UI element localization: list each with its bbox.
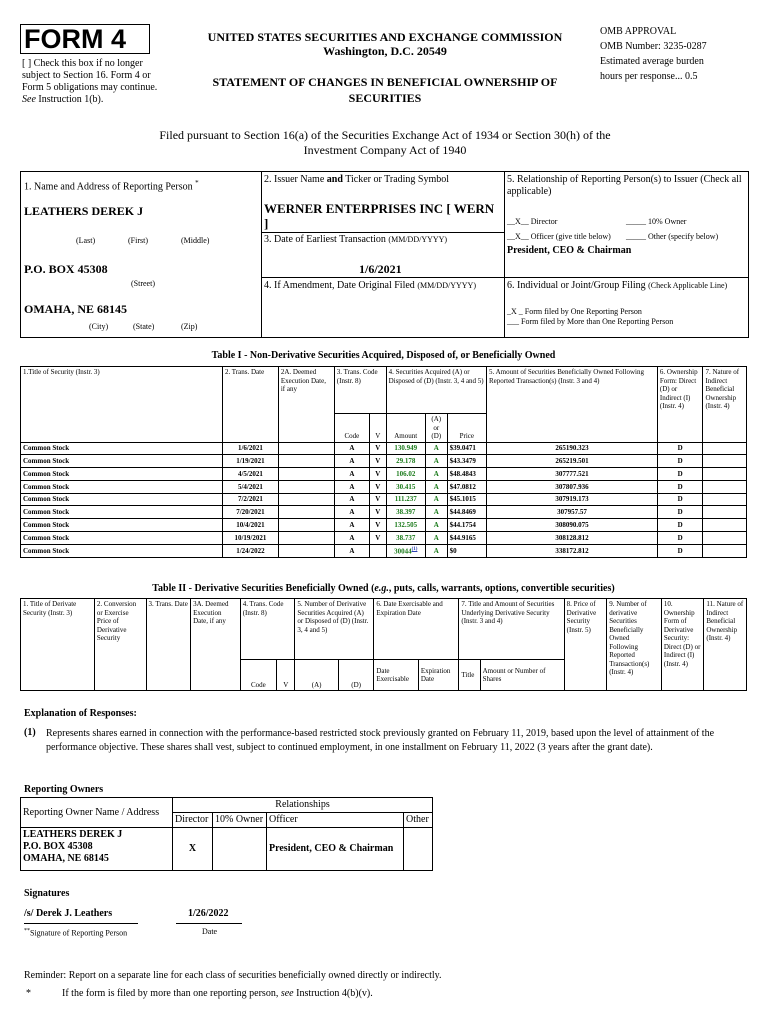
cell-form: D [657,493,703,506]
t2-h-nature: 11. Nature of Indirect Beneficial Ownership (Instr. 4) [704,599,747,691]
cell-form: D [657,455,703,468]
t2-h-title: 1. Title of Derivate Security (Instr. 3) [21,599,95,691]
cell-date: 10/19/2021 [222,532,278,545]
cell-form: D [657,468,703,481]
cell-owned: 265219.501 [487,455,658,468]
reporting-person-grid [20,171,749,338]
cell-nature [703,468,747,481]
cell-price: $47.0812 [447,480,486,493]
cell-v: V [369,468,386,481]
table-row [21,455,747,468]
other-check: _____ Other (specify below) [626,232,719,241]
cell-deemed [278,442,334,455]
t2-sub-date-exercisable: Date Exercisable [374,660,419,691]
t2-sub-expiration: Expiration Date [418,660,459,691]
reporting-owners-table [20,797,433,871]
cell-amount: 130.949 [386,442,425,455]
cell-amount: 132.505 [386,519,425,532]
sec-title [180,30,590,58]
section6-label: 6. Individual or Joint/Group Filing (Check Applicable Line) [507,280,728,291]
cell-code: A [334,532,369,545]
owner10-check: _____ 10% Owner [626,217,687,226]
cell-code: A [334,519,369,532]
cell-owned: 307919.173 [487,493,658,506]
cell-deemed [278,532,334,545]
cell-title: Common Stock [21,519,223,532]
section2-label: 2. Issuer Name and Ticker or Trading Symbol [264,174,450,185]
cell-date: 7/20/2021 [222,506,278,519]
owners-h-director: Director [173,813,213,828]
table2-title: Table II - Derivative Securities Beneficially Owned (e.g., puts, calls, warrants, options, convertible securities) [152,583,615,594]
cell-title: Common Stock [21,532,223,545]
t1-sub-aord: (A) or (D) [425,414,447,443]
owners-h-other: Other [404,813,433,828]
cell-form: D [657,442,703,455]
owner-other-mark [404,828,433,871]
label-state: (State) [133,322,155,331]
reporting-person-name: LEATHERS DEREK J [24,204,144,218]
cell-price: $48.4843 [447,468,486,481]
t1-h-acquired: 4. Securities Acquired (A) or Disposed of (D) (Instr. 3, 4 and 5) [386,367,486,414]
cell-title: Common Stock [21,442,223,455]
t2-sub-a: (A) [295,660,339,691]
cell-v: V [369,532,386,545]
label-zip: (Zip) [181,322,198,331]
cell-nature [703,480,747,493]
cell-aord: A [425,468,447,481]
t1-h-title: 1.Title of Security (Instr. 3) [21,367,223,443]
t1-h-owned: 5. Amount of Securities Beneficially Owned Following Reported Transaction(s) (Instr. 3 and 4) [487,367,658,443]
cell-date: 1/24/2022 [222,544,278,557]
filing-one-person: _X _ Form filed by One Reporting Person [507,307,642,316]
t2-h-form: 10. Ownership Form of Derivative Security: Direct (D) or Indirect (I) (Instr. 4) [661,599,704,691]
t1-h-date: 2. Trans. Date [222,367,278,443]
table-row [21,532,747,545]
sec-line2: Washington, D.C. 20549 [323,44,447,58]
t2-sub-v: V [277,660,295,691]
cell-aord: A [425,480,447,493]
cell-owned: 308090.075 [487,519,658,532]
cell-deemed [278,455,334,468]
cell-title: Common Stock [21,506,223,519]
table-row [21,480,747,493]
earliest-transaction-date: 1/6/2021 [359,262,402,276]
t2-h-price: 8. Price of Derivative Security (Instr. 5) [564,599,607,691]
t1-sub-price: Price [447,414,486,443]
owners-h-name: Reporting Owner Name / Address [21,798,173,828]
cell-v: V [369,480,386,493]
table-row [21,468,747,481]
officer-title: President, CEO & Chairman [507,245,632,256]
label-last: (Last) [76,236,96,245]
omb-line2: OMB Number: 3235-0287 [600,41,707,52]
t1-sub-code: Code [334,414,369,443]
date-label: Date [202,927,218,936]
cell-title: Common Stock [21,468,223,481]
owners-h-10: 10% Owner [213,813,267,828]
t2-h-conversion: 2. Conversion or Exercise Price of Derivative Security [94,599,146,691]
cell-aord: A [425,519,447,532]
t2-h-owned: 9. Number of derivative Securities Beneficially Owned Following Reported Transaction(s) (Instr. 4) [607,599,662,691]
table1-non-derivative [20,366,747,558]
cell-date: 4/5/2021 [222,468,278,481]
cell-deemed [278,544,334,557]
explanation-title: Explanation of Responses: [24,708,137,719]
section4-label: 4. If Amendment, Date Original Filed (MM/DD/YYYY) [264,280,476,291]
cell-aord: A [425,532,447,545]
cell-date: 7/2/2021 [222,493,278,506]
t2-sub-code: Code [240,660,276,691]
cell-nature [703,544,747,557]
check-box-text [22,58,172,106]
city-value: OMAHA, NE 68145 [24,302,127,316]
cell-date: 5/4/2021 [222,480,278,493]
section5-label: 5. Relationship of Reporting Person(s) to Issuer (Check all applicable) [507,174,742,197]
t2-sub-title: Title [459,660,480,691]
omb-line1: OMB APPROVAL [600,26,677,37]
check-box-label: [ ] Check this box if no longer subject to Section 16. Form 4 or Form 5 obligations may continue. [22,58,158,93]
owner-officer-title: President, CEO & Chairman [267,828,404,871]
table-row [21,544,747,557]
filed-pursuant: Filed pursuant to Section 16(a) of the Securities Exchange Act of 1934 or Section 30(h) of the Investment Company Act of 1940 [159,128,611,157]
cell-amount: 30.415 [386,480,425,493]
owners-title: Reporting Owners [24,784,104,795]
statement-title: STATEMENT OF CHANGES IN BENEFICIAL OWNERSHIP OF SECURITIES [212,75,558,105]
footer-star: * [26,988,31,999]
cell-title: Common Stock [21,480,223,493]
check-see: See [22,94,36,105]
cell-code: A [334,493,369,506]
cell-title: Common Stock [21,455,223,468]
table-row [21,519,747,532]
footer-star-text: If the form is filed by more than one reporting person, see Instruction 4(b)(v). [62,988,373,999]
cell-title: Common Stock [21,544,223,557]
cell-v: V [369,442,386,455]
cell-aord: A [425,442,447,455]
cell-nature [703,442,747,455]
t1-h-deemed: 2A. Deemed Execution Date, if any [278,367,334,443]
t2-h-date: 3. Trans. Date [146,599,191,691]
cell-amount: 111.237 [386,493,425,506]
issuer-name: WERNER ENTERPRISES INC [ WERN ] [264,201,495,231]
owners-h-relationships: Relationships [173,798,433,813]
section3-label: 3. Date of Earliest Transaction (MM/DD/YYYY) [264,234,448,245]
cell-code: A [334,468,369,481]
t1-sub-amount: Amount [386,414,425,443]
cell-code: A [334,506,369,519]
cell-v: V [369,493,386,506]
label-street: (Street) [131,279,155,288]
cell-form: D [657,480,703,493]
t2-h-number: 5. Number of Derivative Securities Acquired (A) or Disposed of (D) (Instr. 3, 4 and 5) [295,599,374,660]
footnote-link[interactable]: (1) [411,546,418,552]
sec-line1: UNITED STATES SECURITIES AND EXCHANGE COMMISSION [207,30,563,44]
t2-h-exercisable: 6. Date Exercisable and Expiration Date [374,599,459,660]
date-line [176,923,242,924]
cell-form: D [657,506,703,519]
cell-form: D [657,519,703,532]
cell-owned: 338172.812 [487,544,658,557]
cell-form: D [657,544,703,557]
cell-amount: 106.02 [386,468,425,481]
cell-price: $0 [447,544,486,557]
cell-price: $43.3479 [447,455,486,468]
owner-name-address: LEATHERS DEREK J P.O. BOX 45308 OMAHA, NE 68145 [21,828,173,871]
explanation-text: Represents shares earned in connection with the performance-based restricted stock previously granted on February 11, 2019, based upon the level of attainment of the performance objective. These shares shall vest, subject to continued employment, in one installment on February 11, 2022 (3 years after the grant date). [46,728,715,753]
omb-line3: Estimated average burden [600,56,704,67]
t1-sub-v: V [369,414,386,443]
cell-nature [703,455,747,468]
signature-label: **Signature of Reporting Person [24,928,128,938]
reminder-text: Reminder: Report on a separate line for each class of securities beneficially owned directly or indirectly. [24,970,442,981]
label-first: (First) [128,236,148,245]
cell-price: $44.1754 [447,519,486,532]
omb-line4: hours per response... 0.5 [600,71,698,82]
check-instruction: Instruction 1(b). [38,94,104,105]
t1-h-code: 3. Trans. Code (Instr. 8) [334,367,386,414]
cell-code: A [334,544,369,557]
cell-owned: 308128.812 [487,532,658,545]
cell-aord: A [425,493,447,506]
t2-h-underlying: 7. Title and Amount of Securities Underlying Derivative Security (Instr. 3 and 4) [459,599,564,660]
cell-amount: 38.737 [386,532,425,545]
cell-deemed [278,468,334,481]
table-row [21,442,747,455]
cell-nature [703,506,747,519]
signature-date: 1/26/2022 [188,908,229,919]
cell-amount: 38.397 [386,506,425,519]
signatures-title: Signatures [24,888,70,899]
cell-v: V [369,519,386,532]
filing-more-persons: ___ Form filed by More than One Reporting Person [507,317,674,326]
officer-check: __X__ Officer (give title below) [507,232,611,241]
cell-owned: 307777.521 [487,468,658,481]
cell-v: V [369,506,386,519]
cell-amount: 29.178 [386,455,425,468]
signature-value: /s/ Derek J. Leathers [24,908,113,919]
cell-price: $44.9165 [447,532,486,545]
cell-form: D [657,532,703,545]
cell-date: 1/19/2021 [222,455,278,468]
cell-aord: A [425,544,447,557]
section1-label: 1. Name and Address of Reporting Person * [24,179,199,193]
form-title: FORM 4 [24,24,127,54]
cell-nature [703,532,747,545]
director-check: __X__ Director [507,217,558,226]
cell-deemed [278,506,334,519]
cell-title: Common Stock [21,493,223,506]
cell-nature [703,519,747,532]
t2-h-code: 4. Trans. Code (Instr. 8) [240,599,295,660]
omb-approval [600,24,756,84]
label-city: (City) [89,322,109,331]
cell-nature [703,493,747,506]
t2-h-deemed: 3A. Deemed Execution Date, if any [191,599,241,691]
t1-h-form: 6. Ownership Form: Direct (D) or Indirect (I) (Instr. 4) [657,367,703,443]
street-value: P.O. BOX 45308 [24,262,108,276]
cell-date: 10/4/2021 [222,519,278,532]
cell-deemed [278,519,334,532]
table2-derivative [20,598,747,691]
label-middle: (Middle) [181,236,210,245]
owners-h-officer: Officer [267,813,404,828]
t1-h-nature: 7. Nature of Indirect Beneficial Ownership (Instr. 4) [703,367,747,443]
cell-owned: 307807.936 [487,480,658,493]
cell-v: V [369,455,386,468]
cell-owned: 265190.323 [487,442,658,455]
t2-sub-amount: Amount or Number of Shares [480,660,564,691]
cell-price: $44.8469 [447,506,486,519]
cell-code: A [334,480,369,493]
cell-amount: 30044$^{(1)}$ [386,544,425,557]
t2-sub-d: (D) [338,660,373,691]
table-row [21,493,747,506]
cell-aord: A [425,455,447,468]
cell-aord: A [425,506,447,519]
explanation-number: (1) [24,727,36,738]
table1-title: Table I - Non-Derivative Securities Acquired, Disposed of, or Beneficially Owned [211,350,556,361]
cell-deemed [278,493,334,506]
signature-line [24,923,138,924]
cell-owned: 307957.57 [487,506,658,519]
table-row [21,506,747,519]
cell-price: $39.0471 [447,442,486,455]
cell-code: A [334,442,369,455]
owner-10-mark [213,828,267,871]
cell-code: A [334,455,369,468]
owner-director-mark: X [173,828,213,871]
cell-deemed [278,480,334,493]
cell-v [369,544,386,557]
cell-date: 1/6/2021 [222,442,278,455]
cell-price: $45.1015 [447,493,486,506]
